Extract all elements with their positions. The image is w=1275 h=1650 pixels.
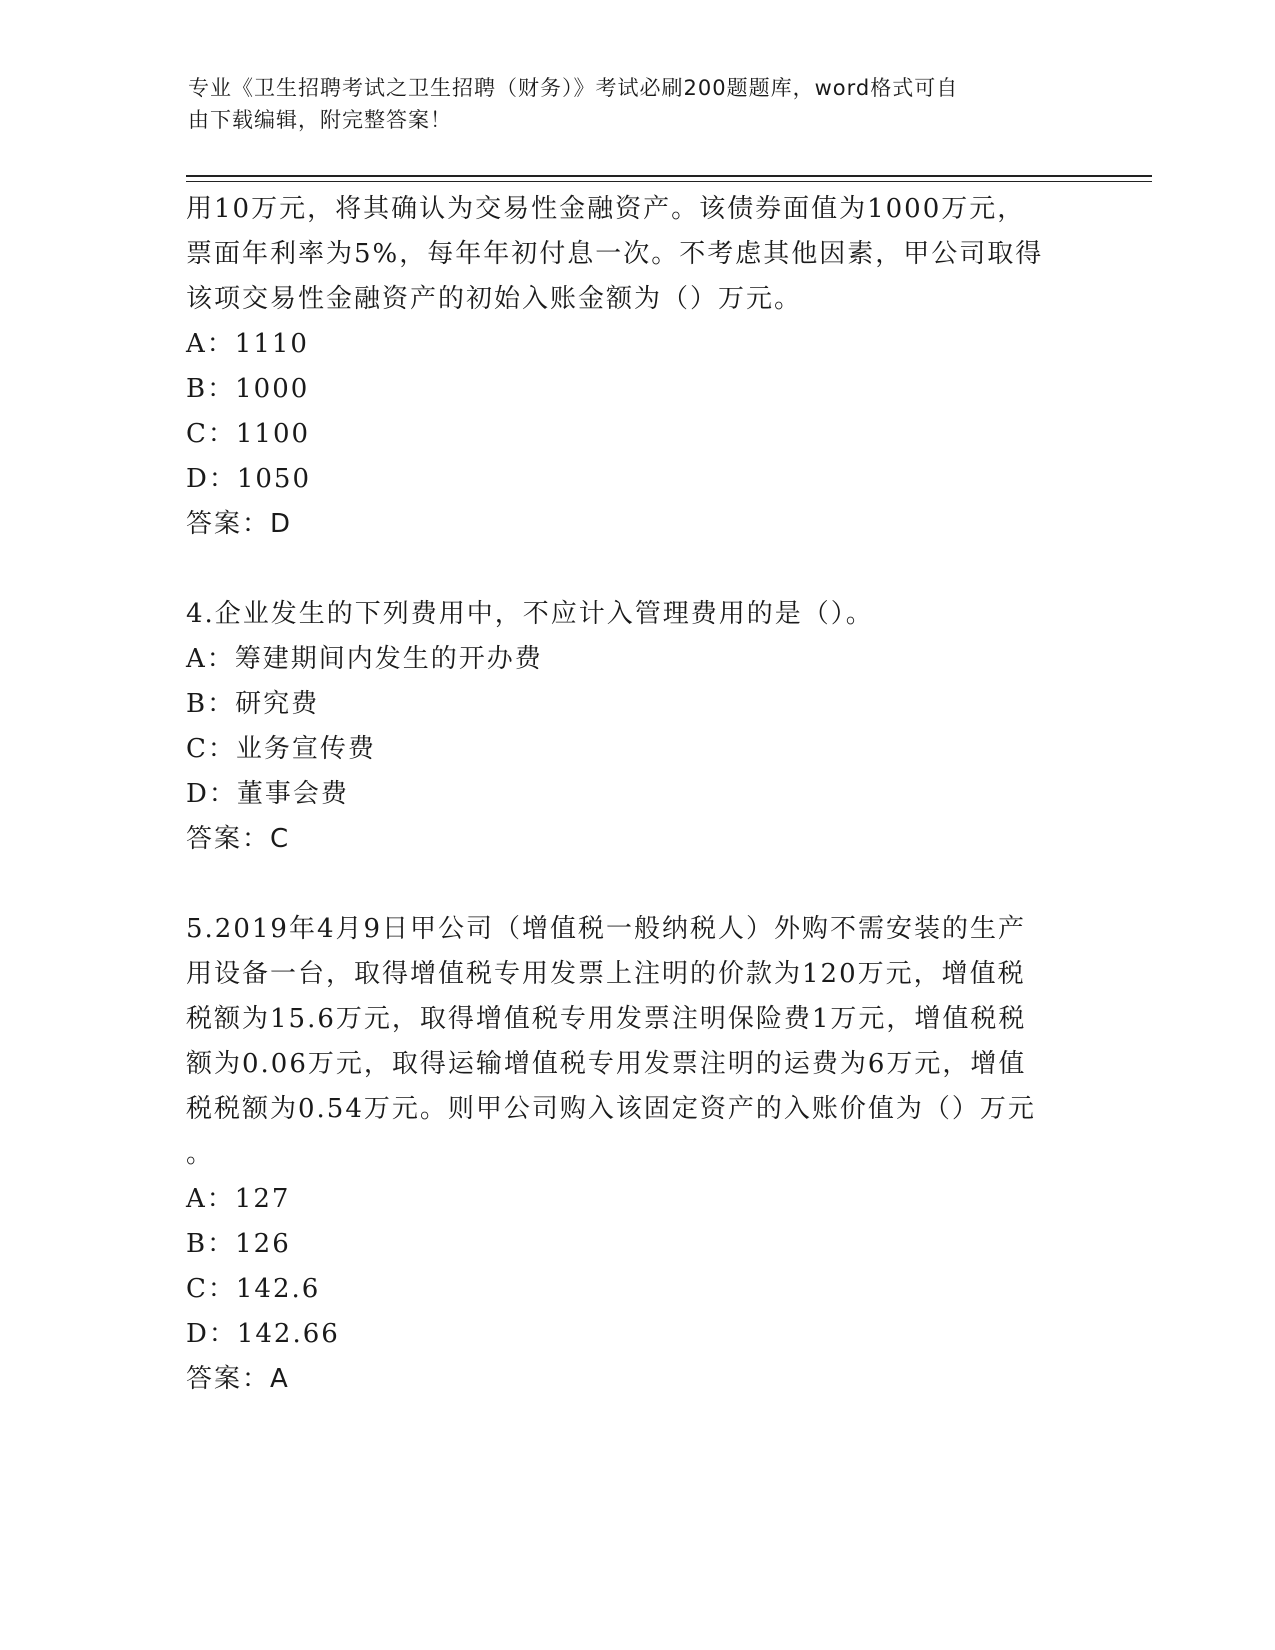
question-stem-line: 该项交易性金融资产的初始入账金额为（）万元。	[186, 284, 803, 314]
question-stem-line: 额为0.06万元，取得运输增值税专用发票注明的运费为6万元，增值	[186, 1049, 1027, 1079]
option-d: D：1050	[186, 464, 312, 494]
question-stem-line: 用设备一台，取得增值税专用发票上注明的价款为120万元，增值税	[186, 959, 1026, 989]
question-stem-line: 税额为15.6万元，取得增值税专用发票注明保险费1万元，增值税税	[186, 1004, 1027, 1034]
option-b: B：1000	[186, 374, 310, 404]
option-d: D：董事会费	[186, 779, 349, 809]
document-body	[186, 187, 1086, 1402]
question-stem-line: 用10万元，将其确认为交易性金融资产。该债券面值为1000万元，	[186, 194, 1026, 224]
header-line-2: 由下载编辑，附完整答案！	[188, 108, 452, 132]
option-a: A：127	[186, 1184, 291, 1214]
answer-line: 答案：C	[186, 824, 291, 854]
option-b: B：研究费	[186, 689, 320, 719]
question-stem-line: 5.2019年4月9日甲公司（增值税一般纳税人）外购不需安装的生产	[186, 914, 1027, 944]
option-c: C：1100	[186, 419, 311, 449]
question-stem-line: 4.企业发生的下列费用中，不应计入管理费用的是（）。	[186, 599, 874, 629]
answer-line: 答案：D	[186, 509, 293, 539]
option-b: B：126	[186, 1229, 291, 1259]
header-rule-thin	[186, 181, 1152, 182]
question-4	[186, 592, 1086, 862]
option-d: D：142.66	[186, 1319, 340, 1349]
question-stem-line: 税税额为0.54万元。则甲公司购入该固定资产的入账价值为（）万元	[186, 1094, 1036, 1124]
document-header	[188, 72, 1068, 136]
question-3-continued	[186, 187, 1086, 547]
question-5	[186, 907, 1086, 1402]
question-stem-line: 票面年利率为5%，每年年初付息一次。不考虑其他因素，甲公司取得	[186, 239, 1044, 269]
question-stem-line: 。	[186, 1139, 215, 1169]
spacer	[186, 547, 1086, 592]
option-c: C：142.6	[186, 1274, 321, 1304]
answer-line: 答案：A	[186, 1364, 290, 1394]
option-a: A：1110	[186, 329, 309, 359]
option-a: A：筹建期间内发生的开办费	[186, 644, 543, 674]
header-line-1: 专业《卫生招聘考试之卫生招聘（财务）》考试必刷200题题库，word格式可自	[188, 76, 959, 100]
header-rule-thick	[186, 175, 1152, 177]
option-c: C：业务宣传费	[186, 734, 376, 764]
spacer	[186, 862, 1086, 907]
